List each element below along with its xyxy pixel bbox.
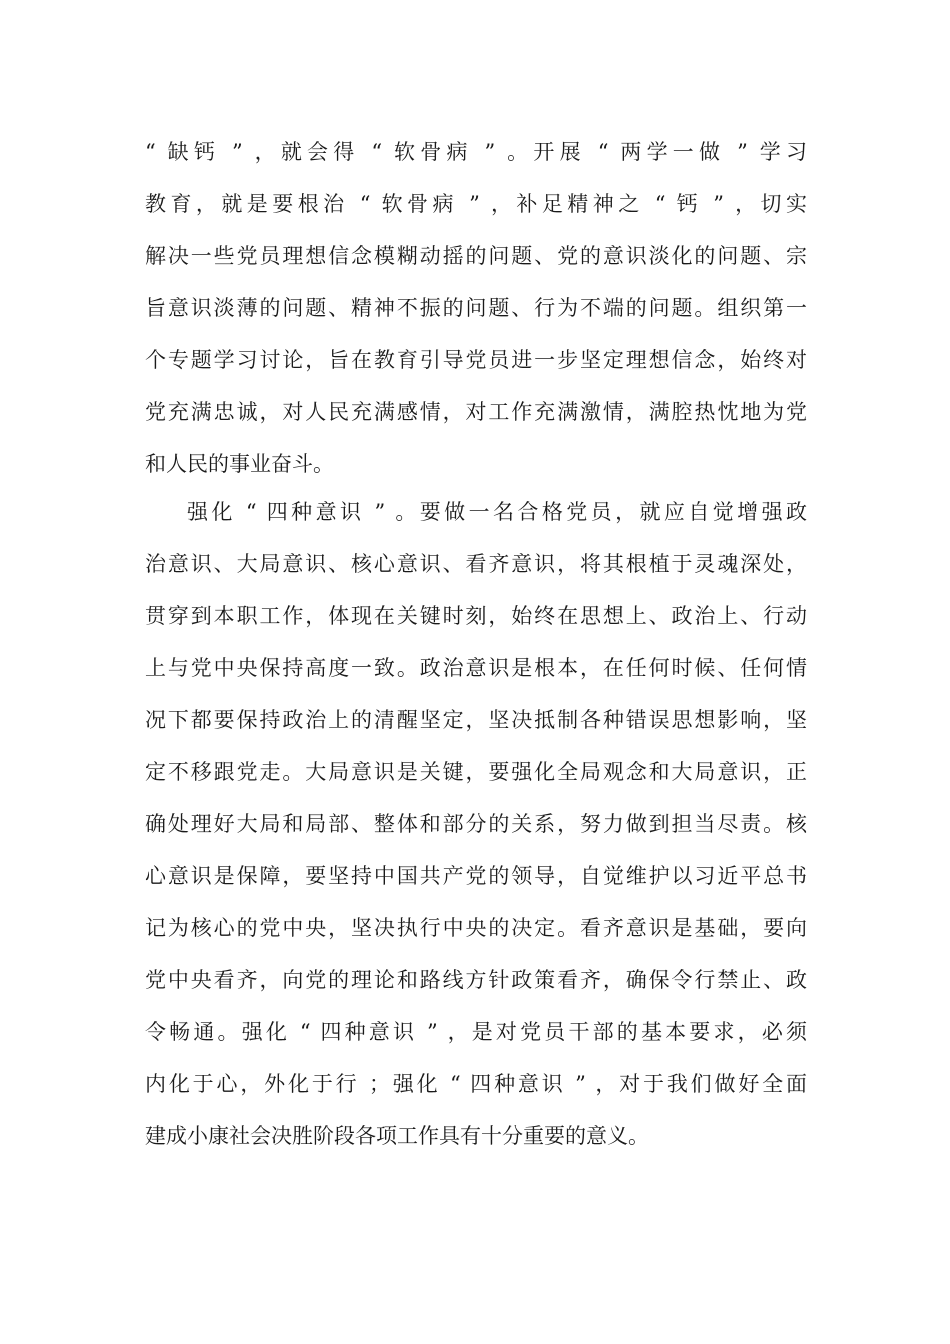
- text-line: 记为核心的党中央，坚决执行中央的决定。看齐意识是基础，要向: [145, 916, 807, 940]
- text-line: 心意识是保障，要坚持中国共产党的领导，自觉维护以习近平总书: [145, 864, 807, 888]
- text-line: 解决一些党员理想信念模糊动摇的问题、党的意识淡化的问题、宗: [145, 244, 807, 268]
- text-line: 令畅通。强化 “ 四种意识 ” ，是对党员干部的基本要求，必须: [145, 1020, 807, 1044]
- text-line: 内化于心，外化于行 ；强化 “ 四种意识 ” ，对于我们做好全面: [145, 1072, 807, 1096]
- text-line: 贯穿到本职工作，体现在关键时刻，始终在思想上、政治上、行动: [145, 604, 807, 628]
- paragraph-2: [145, 486, 807, 1162]
- text-line: 确处理好大局和局部、整体和部分的关系，努力做到担当尽责。核: [145, 812, 807, 836]
- text-line: “ 缺钙 ” ，就会得 “ 软骨病 ” 。开展 “ 两学一做 ” 学习: [145, 140, 807, 164]
- text-line: 旨意识淡薄的问题、精神不振的问题、行为不端的问题。组织第一: [145, 296, 807, 320]
- text-line: 和人民的事业奋斗。: [145, 452, 334, 476]
- text-line: 况下都要保持政治上的清醒坚定，坚决抵制各种错误思想影响，坚: [145, 708, 807, 732]
- text-line: 上与党中央保持高度一致。政治意识是根本，在任何时候、任何情: [145, 656, 807, 680]
- text-line: 建成小康社会决胜阶段各项工作具有十分重要的意义。: [145, 1124, 649, 1148]
- text-line: 强化 “ 四种意识 ” 。要做一名合格党员，就应自觉增强政: [187, 500, 807, 524]
- paragraph-1: [145, 126, 807, 490]
- text-line: 个专题学习讨论，旨在教育引导党员进一步坚定理想信念，始终对: [145, 348, 807, 372]
- text-line: 定不移跟党走。大局意识是关键，要强化全局观念和大局意识，正: [145, 760, 807, 784]
- text-line: 教育，就是要根治 “ 软骨病 ” ，补足精神之 “ 钙 ” ，切实: [145, 192, 807, 216]
- text-line: 治意识、大局意识、核心意识、看齐意识，将其根植于灵魂深处，: [145, 552, 807, 576]
- text-line: 党中央看齐，向党的理论和路线方针政策看齐，确保令行禁止、政: [145, 968, 807, 992]
- text-line: 党充满忠诚，对人民充满感情，对工作充满激情，满腔热忱地为党: [145, 400, 807, 424]
